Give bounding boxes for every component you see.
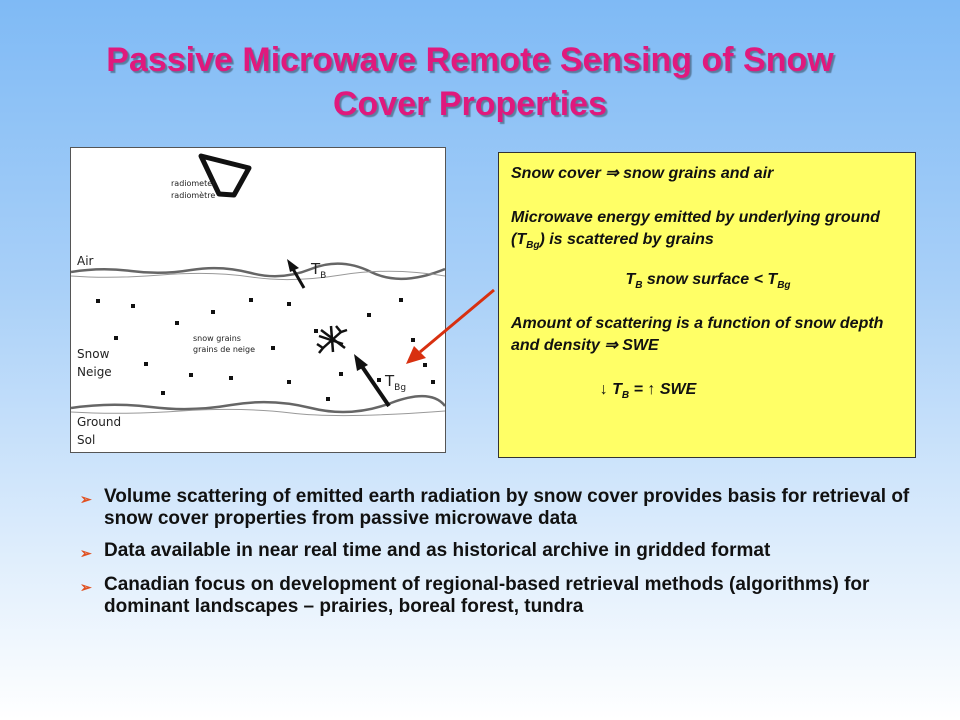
- rel-pre: ↓ T: [599, 381, 622, 399]
- title-line-2: Cover Properties: [333, 85, 607, 123]
- tb-label: $T_B$: [311, 260, 327, 281]
- rel-post: = ↑ SWE: [629, 381, 697, 399]
- eq-sub1: B: [635, 280, 643, 292]
- info-line-microwave: [511, 207, 905, 257]
- info-line-microwave-post: ) is scattered by grains: [539, 231, 714, 248]
- grains-label-en: snow grains: [193, 334, 241, 343]
- snow-scattering-diagram: [70, 147, 446, 453]
- grains-label-fr: grains de neige: [193, 345, 256, 354]
- eq-sub2: Bg: [777, 280, 791, 292]
- info-box: [498, 152, 916, 458]
- radiometer-label-en: radiometer: [171, 179, 216, 188]
- radiometer-label-fr: radiomètre: [171, 191, 216, 200]
- layer-label-neige: Neige: [77, 365, 112, 379]
- info-line-microwave-pre: Microwave energy emitted by underlying ground (T: [511, 209, 880, 248]
- info-line-snow-cover: Snow cover ⇒ snow grains and air: [511, 165, 774, 182]
- info-line-scattering: Amount of scattering is a function of snow depth and density ⇒ SWE: [511, 315, 884, 355]
- eq-t1: T: [625, 271, 636, 289]
- bullet-text: Canadian focus on development of regional-based retrieval methods (algorithms) for dominant landscapes – prairies, boreal forest, tundra: [104, 574, 870, 617]
- rel-sub: B: [621, 390, 630, 402]
- bullet-text: Data available in near real time and as historical archive in gridded format: [104, 540, 771, 561]
- layer-label-snow: Snow: [77, 347, 110, 361]
- radiometer-icon: [201, 156, 249, 195]
- tbg-arrow-icon: [354, 354, 389, 406]
- layer-label-ground: Ground: [77, 415, 122, 429]
- eq-mid: snow surface < T: [642, 271, 778, 289]
- page-title: [0, 38, 940, 126]
- layer-label-sol: Sol: [77, 433, 96, 447]
- bullet-list: [80, 486, 910, 628]
- bullet-item: [80, 540, 910, 564]
- info-equation: [511, 269, 905, 297]
- title-line-1: Passive Microwave Remote Sensing of Snow: [106, 41, 834, 79]
- bullet-text: Volume scattering of emitted earth radiation by snow cover provides basis for retrieval of snow cover properties from passive microwave data: [104, 486, 910, 529]
- bullet-item: [80, 486, 910, 530]
- info-line-microwave-sub: Bg: [526, 240, 540, 252]
- layer-label-air: Air: [77, 254, 94, 268]
- info-relation: [511, 379, 905, 407]
- bullet-arrow-icon: ➢: [80, 491, 92, 507]
- bullet-arrow-icon: ➢: [80, 579, 92, 595]
- bullet-item: [80, 574, 910, 618]
- scatter-star-icon: [317, 326, 347, 353]
- bullet-arrow-icon: ➢: [80, 545, 92, 561]
- diagram-canvas: [71, 148, 445, 452]
- tbg-label: $T_{Bg}$: [385, 372, 407, 393]
